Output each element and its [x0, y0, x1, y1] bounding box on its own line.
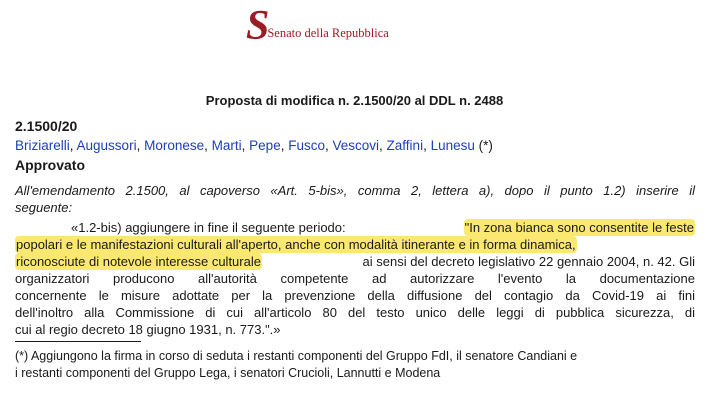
highlighted-text-1: "In zona bianca sono consentite le feste: [464, 220, 694, 235]
body-line-6: dell'inoltro alla Commissione di cui all'articolo 80 del testo unico delle leggi di pubblica sicurezza, di: [15, 305, 695, 320]
signer-link-zaffini[interactable]: Zaffini: [386, 138, 424, 153]
signers-footnote-mark: (*): [478, 138, 493, 153]
body-line-4: organizzatori producono all'autorità competente ad autorizzare l'evento la documentazione: [15, 271, 695, 286]
signer-link-fusco[interactable]: Fusco: [288, 138, 325, 153]
signer-link-marti[interactable]: Marti: [211, 138, 242, 153]
body-line-3: [15, 253, 695, 270]
body-line-5: concernente le misure adottate per la prevenzione della diffusione del contagio da Covid-19 ai fini: [15, 288, 695, 303]
body-line-3-text: ai sensi del decreto legislativo 22 gennaio 2004, n. 42. Gli: [362, 254, 695, 269]
footnote-divider: [15, 341, 141, 342]
senate-logo-mark: S: [246, 3, 270, 49]
signer-link-briziarelli[interactable]: Briziarelli: [15, 138, 70, 153]
signers-list: Briziarelli, Augussori, Moronese, Marti, Pepe, Fusco, Vescovi, Zaffini, Lunesu (*): [15, 138, 493, 153]
footnote-line-1: (*) Aggiungono la firma in corso di seduta i restanti componenti del Gruppo FdI, il senatore Candiani e: [15, 349, 578, 363]
intro-line-1: All'emendamento 2.1500, al capoverso «Art. 5-bis», comma 2, lettera a), dopo il punto 1.2) inserire il: [15, 183, 695, 198]
body-line-2: [15, 236, 695, 253]
body-line-1: [15, 219, 695, 236]
page-title: Proposta di modifica n. 2.1500/20 al DDL n. 2488: [205, 93, 504, 108]
amendment-body: [15, 219, 695, 338]
senate-logo-text: Senato della Repubblica: [267, 26, 389, 40]
senate-logo: [246, 3, 389, 49]
body-line-7: cui al regio decreto 18 giugno 1931, n. 773.".»: [15, 322, 281, 337]
highlighted-text-2: popolari e le manifestazioni culturali all'aperto, anche con modalità itinerante e in forma dinamica,: [16, 237, 576, 252]
signer-link-lunesu[interactable]: Lunesu: [430, 138, 475, 153]
signer-link-pepe[interactable]: Pepe: [249, 138, 281, 153]
body-line-1-text: «1.2-bis) aggiungere in fine il seguente periodo:: [71, 220, 346, 235]
amendment-intro: [15, 182, 695, 216]
signer-link-vescovi[interactable]: Vescovi: [332, 138, 380, 153]
footnote-line-2: i restanti componenti del Gruppo Lega, i senatori Crucioli, Lannutti e Modena: [15, 366, 441, 380]
highlighted-text-3: riconosciute di notevole interesse culturale: [16, 254, 261, 269]
amendment-id: 2.1500/20: [15, 118, 78, 134]
signer-link-augussori[interactable]: Augussori: [76, 138, 137, 153]
footnote: [15, 348, 700, 382]
status-label: Approvato: [15, 157, 85, 173]
signer-link-moronese[interactable]: Moronese: [144, 138, 205, 153]
intro-line-2: seguente:: [15, 200, 73, 215]
